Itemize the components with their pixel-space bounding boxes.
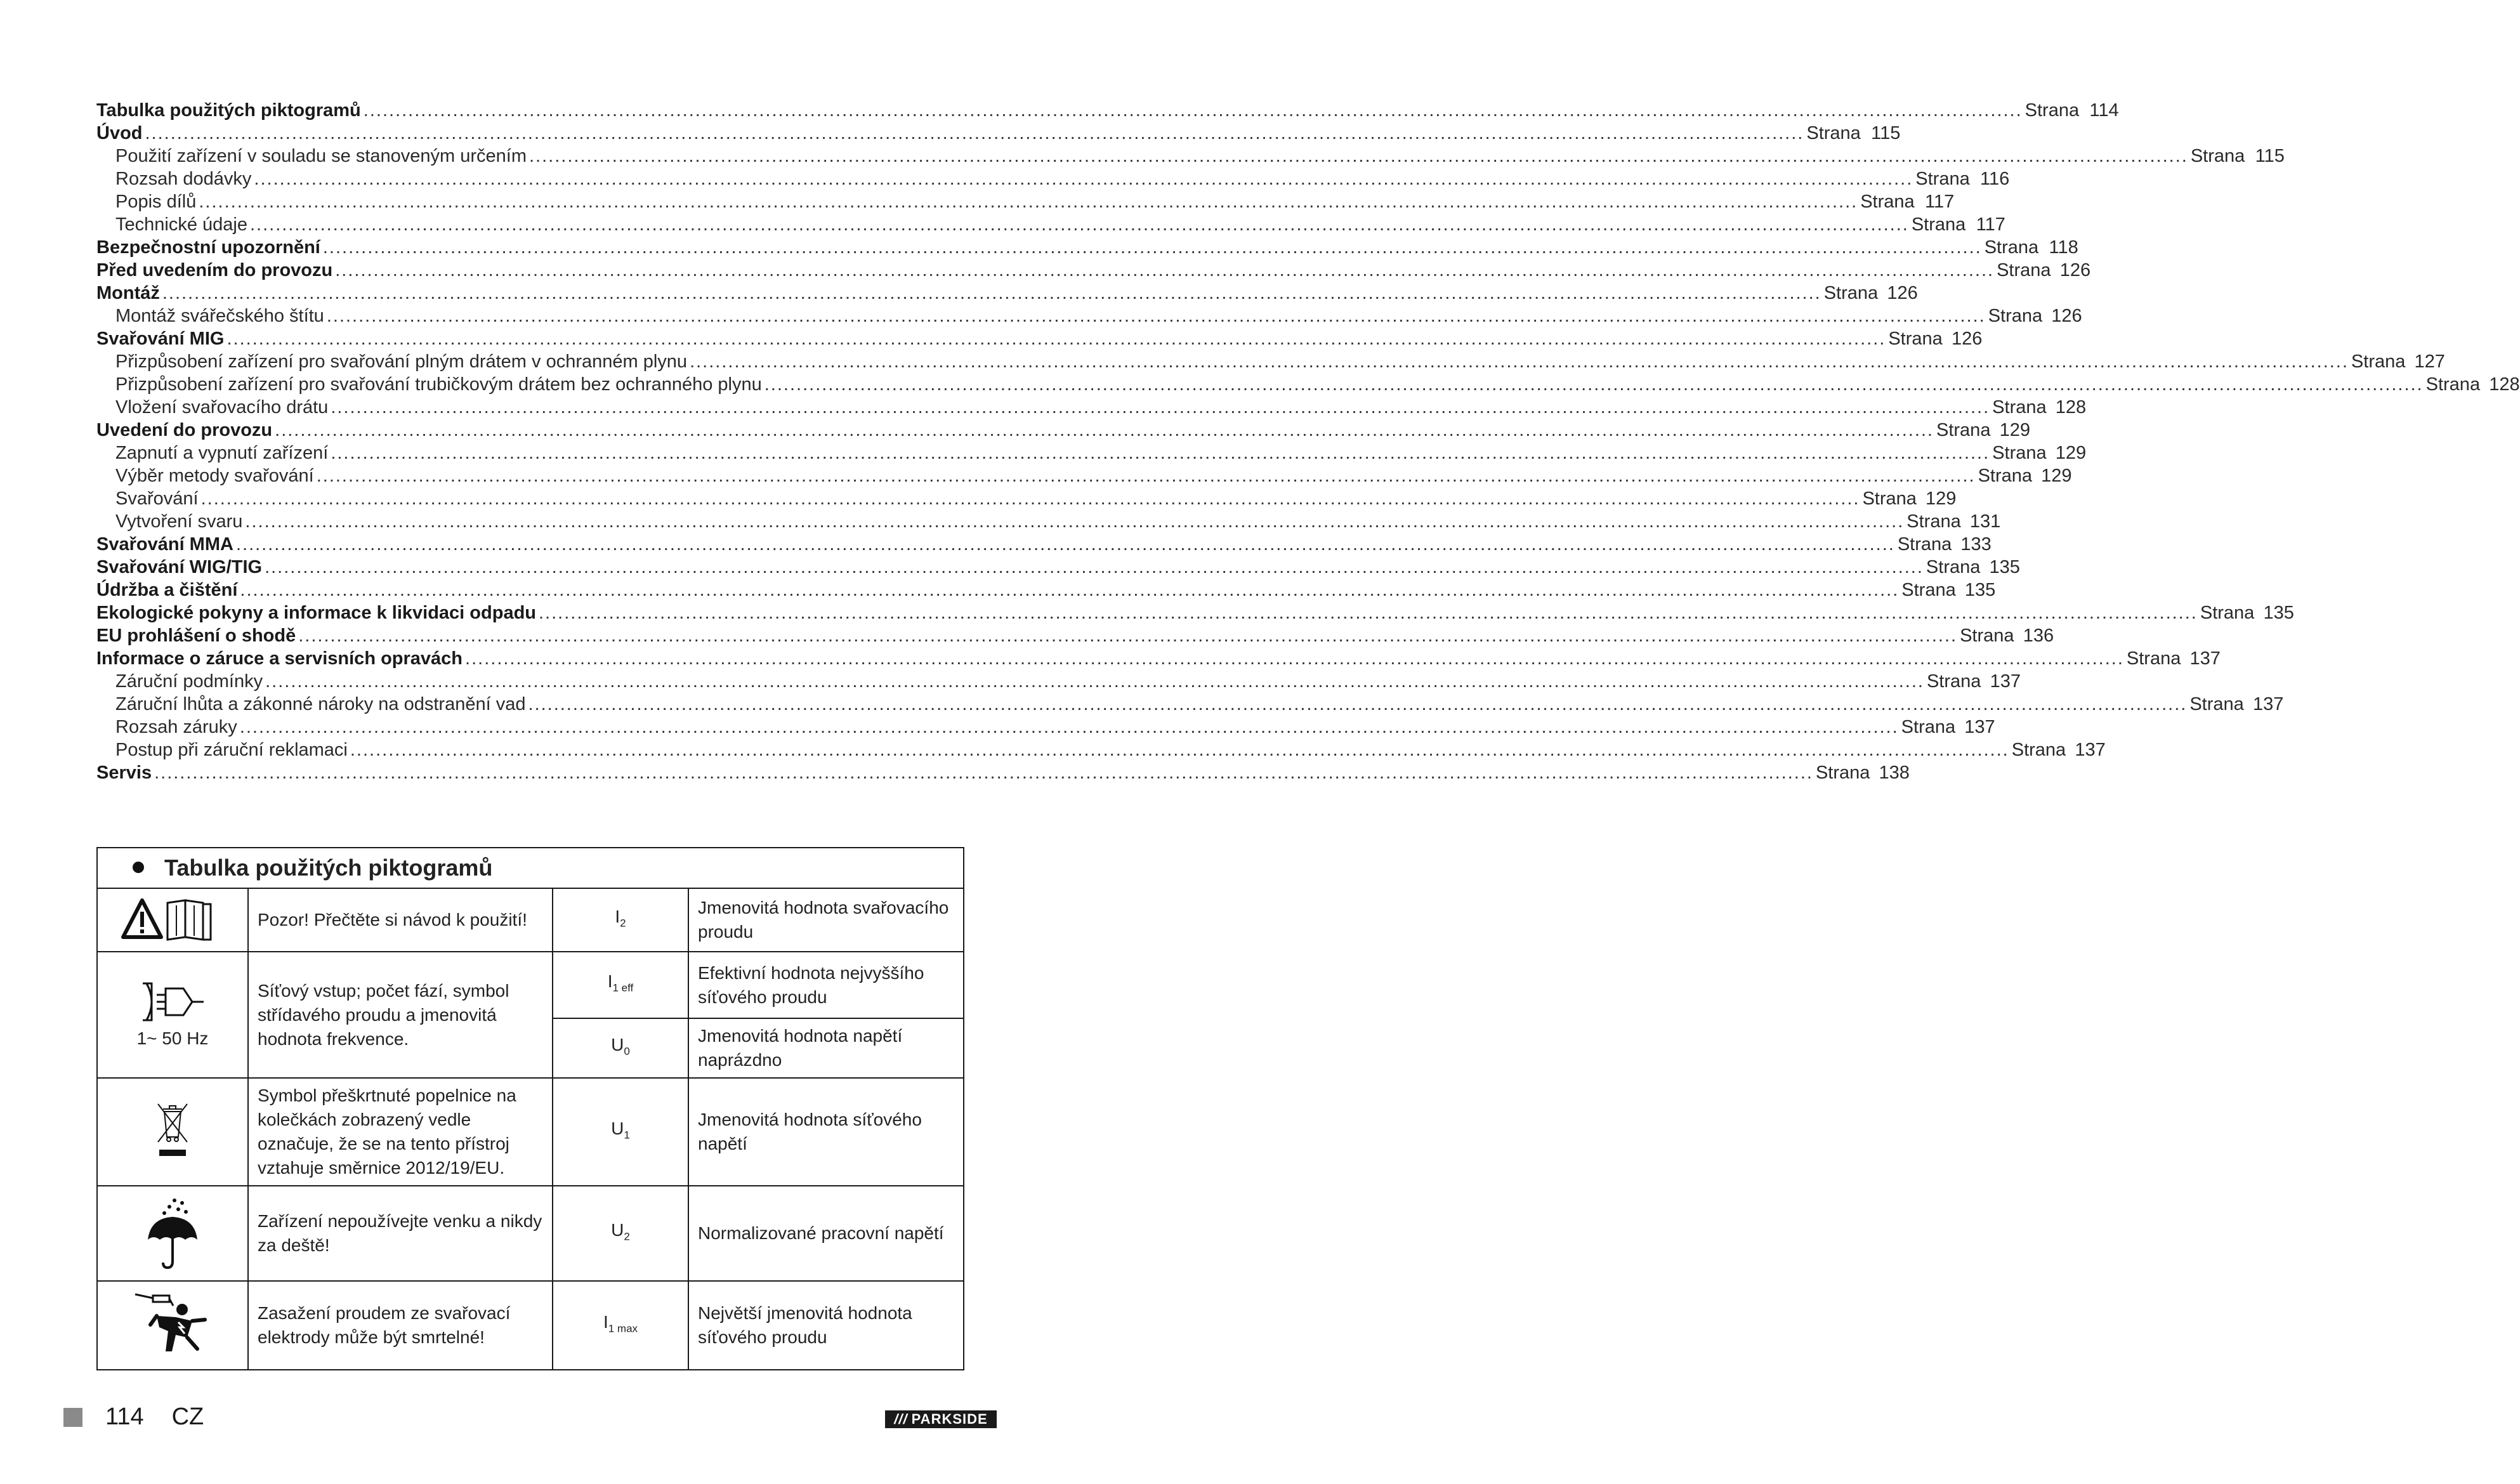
toc-entry: [96, 99, 2119, 122]
toc-entry: [96, 167, 2010, 190]
toc-leader-dots: ....................................................................................................................................................................................................................................................................: [275, 420, 1934, 440]
toc-strana-label: Strana: [1915, 169, 1970, 189]
toc-entry-title: Svařování WIG/TIG: [96, 557, 263, 577]
toc-page-number: 128: [2055, 397, 2087, 417]
toc-entry: [96, 122, 1901, 145]
toc-entry: [96, 739, 2106, 761]
symbol-meaning: Normalizované pracovní napětí: [688, 1186, 964, 1281]
electrical-symbol: $U_2$: [553, 1186, 688, 1281]
toc-leader-dots: ....................................................................................................................................................................................................................................................................: [322, 237, 1982, 258]
toc-entry-title: Údržba a čištění: [96, 580, 238, 600]
toc-leader-dots: ....................................................................................................................................................................................................................................................................: [331, 443, 1990, 463]
toc-strana-label: Strana: [1911, 214, 1966, 235]
toc-leader-dots: ....................................................................................................................................................................................................................................................................: [240, 580, 1900, 600]
toc-entry-title: Technické údaje: [115, 214, 247, 235]
toc-entry: [96, 305, 2082, 327]
toc-strana-label: Strana: [2190, 146, 2245, 166]
toc-entry: [96, 647, 2221, 670]
symbol-meaning: Největší jmenovitá hodnota síťového proudu: [688, 1281, 964, 1370]
toc-leader-dots: ....................................................................................................................................................................................................................................................................: [316, 466, 1976, 486]
toc-entry-title: Tabulka použitých piktogramů: [96, 100, 361, 121]
footer-marker: [63, 1408, 82, 1427]
toc-leader-dots: ....................................................................................................................................................................................................................................................................: [335, 260, 1995, 280]
toc-leader-dots: ....................................................................................................................................................................................................................................................................: [690, 351, 2349, 372]
toc-entry-title: Svařování: [115, 489, 199, 509]
toc-entry: [96, 624, 2054, 647]
toc-entry: [96, 442, 2087, 464]
toc-entry: [96, 601, 2294, 624]
toc-entry: [96, 464, 2072, 487]
toc-entry-title: Svařování MIG: [96, 329, 225, 349]
toc-entry-title: Ekologické pokyny a informace k likvidaci odpadu: [96, 603, 536, 623]
toc-leader-dots: ....................................................................................................................................................................................................................................................................: [145, 123, 1804, 143]
pictogram-table-title: Tabulka použitých piktogramů: [164, 855, 493, 881]
toc-page-number: 117: [1924, 192, 1955, 212]
electrical-symbol: $I_{1 eff}$: [553, 952, 688, 1018]
toc-leader-dots: ....................................................................................................................................................................................................................................................................: [331, 397, 1990, 417]
toc-entry-title: Svařování MMA: [96, 534, 233, 555]
table-of-contents: [96, 99, 2520, 784]
mains-plug-icon: [138, 980, 207, 1024]
toc-entry: [96, 761, 1910, 784]
toc-page-number: 126: [1951, 329, 1983, 349]
toc-entry: [96, 419, 2030, 442]
bullet-icon: [133, 862, 144, 873]
toc-entry: [96, 259, 2091, 282]
toc-entry-title: Postup při záruční reklamaci: [115, 740, 348, 760]
toc-leader-dots: ....................................................................................................................................................................................................................................................................: [528, 694, 2188, 714]
warning-manual-icon: [122, 898, 223, 942]
toc-page-number: 137: [2075, 740, 2106, 760]
toc-page-number: 128: [2489, 374, 2520, 395]
toc-page-number: 136: [2023, 626, 2054, 646]
toc-entry-title: Použití zařízení v souladu se stanoveným určením: [115, 146, 527, 166]
toc-leader-dots: ....................................................................................................................................................................................................................................................................: [265, 671, 1924, 692]
toc-page-number: 135: [1989, 557, 2020, 577]
toc-leader-dots: ....................................................................................................................................................................................................................................................................: [363, 100, 2023, 121]
electrical-symbol: $U_0$: [553, 1018, 688, 1078]
parkside-logo: /// PARKSIDE: [885, 1410, 997, 1428]
toc-page-number: 137: [1964, 717, 1995, 737]
toc-page-number: 127: [2414, 351, 2445, 372]
toc-entry-title: Před uvedením do provozu: [96, 260, 333, 280]
frequency-label: 1~ 50 Hz: [136, 1028, 209, 1048]
toc-entry-title: Vložení svařovacího drátu: [115, 397, 329, 417]
toc-page-number: 115: [1871, 123, 1901, 143]
toc-page-number: 115: [2255, 146, 2285, 166]
pictogram-description: Symbol přeškrtnuté popelnice na kolečkách zobrazený vedle označuje, že se na tento přístroj vztahuje směrnice 2012/19/EU.: [248, 1078, 553, 1186]
toc-page-number: 131: [1969, 511, 2001, 532]
toc-leader-dots: ....................................................................................................................................................................................................................................................................: [199, 192, 1858, 212]
toc-entry: [96, 213, 2005, 236]
toc-entry: [96, 510, 2001, 533]
crossed-bin-icon: [150, 1100, 195, 1164]
toc-entry-title: Rozsah záruky: [115, 717, 237, 737]
toc-leader-dots: ....................................................................................................................................................................................................................................................................: [764, 374, 2424, 395]
toc-entry-title: Přizpůsobení zařízení pro svařování plným drátem v ochranném plynu: [115, 351, 688, 372]
toc-leader-dots: ....................................................................................................................................................................................................................................................................: [265, 557, 1924, 577]
pictogram-description: Pozor! Přečtěte si návod k použití!: [248, 888, 553, 952]
toc-page-number: 126: [2059, 260, 2091, 280]
toc-leader-dots: ....................................................................................................................................................................................................................................................................: [235, 534, 1895, 555]
toc-leader-dots: ....................................................................................................................................................................................................................................................................: [154, 763, 1813, 783]
toc-leader-dots: ....................................................................................................................................................................................................................................................................: [254, 169, 1913, 189]
electrical-symbol: $I_{1 max}$: [553, 1281, 688, 1370]
toc-entry-title: Výběr metody svařování: [115, 466, 314, 486]
toc-strana-label: Strana: [1936, 420, 1991, 440]
toc-page-number: 129: [1999, 420, 2030, 440]
toc-entry-title: Záruční lhůta a zákonné nároky na odstranění vad: [115, 694, 526, 714]
toc-strana-label: Strana: [1901, 717, 1956, 737]
toc-entry-title: Montáž svářečského štítu: [115, 306, 324, 326]
pictogram-icon-cell: [97, 888, 248, 952]
toc-strana-label: Strana: [1806, 123, 1861, 143]
toc-entry: [96, 282, 1918, 305]
toc-page-number: 129: [2041, 466, 2072, 486]
symbol-meaning: Jmenovitá hodnota napětí naprázdno: [688, 1018, 964, 1078]
toc-strana-label: Strana: [1984, 237, 2039, 258]
toc-strana-label: Strana: [1815, 763, 1870, 783]
toc-entry-title: Uvedení do provozu: [96, 420, 273, 440]
toc-leader-dots: ....................................................................................................................................................................................................................................................................: [539, 603, 2198, 623]
toc-entry-title: Popis dílů: [115, 192, 197, 212]
toc-entry: [96, 327, 1983, 350]
toc-page-number: 135: [2263, 603, 2294, 623]
toc-page-number: 137: [1990, 671, 2021, 692]
toc-entry: [96, 556, 2020, 579]
toc-strana-label: Strana: [1926, 557, 1981, 577]
toc-strana-label: Strana: [2351, 351, 2406, 372]
toc-entry-title: EU prohlášení o shodě: [96, 626, 296, 646]
toc-entry: [96, 716, 1995, 739]
toc-page-number: 133: [1960, 534, 1992, 555]
toc-page-number: 138: [1879, 763, 1910, 783]
toc-leader-dots: ....................................................................................................................................................................................................................................................................: [249, 214, 1909, 235]
pictogram-icon-cell: [97, 1078, 248, 1186]
toc-strana-label: Strana: [2011, 740, 2066, 760]
electrical-symbol: $U_1$: [553, 1078, 688, 1186]
toc-strana-label: Strana: [2126, 648, 2181, 669]
toc-entry-title: Zapnutí a vypnutí zařízení: [115, 443, 329, 463]
toc-page-number: 135: [1964, 580, 1996, 600]
toc-leader-dots: ....................................................................................................................................................................................................................................................................: [350, 740, 2009, 760]
symbol-meaning: Jmenovitá hodnota svařovacího proudu: [688, 888, 964, 952]
toc-entry: [96, 487, 1957, 510]
toc-entry-title: Vytvoření svaru: [115, 511, 243, 532]
toc-strana-label: Strana: [2189, 694, 2244, 714]
electrical-symbol: $I_2$: [553, 888, 688, 952]
toc-entry: [96, 670, 2021, 693]
toc-entry-title: Bezpečnostní upozornění: [96, 237, 320, 258]
toc-strana-label: Strana: [1992, 397, 2047, 417]
toc-strana-label: Strana: [1860, 192, 1915, 212]
toc-strana-label: Strana: [2425, 374, 2481, 395]
pictogram-description: Zařízení nepoužívejte venku a nikdy za deště!: [248, 1186, 553, 1281]
pictogram-description: Síťový vstup; počet fází, symbol střídavého proudu a jmenovitá hodnota frekvence.: [248, 952, 553, 1078]
pictogram-icon-cell: [97, 952, 248, 1078]
toc-page-number: 114: [2089, 100, 2119, 121]
toc-strana-label: Strana: [1992, 443, 2047, 463]
toc-leader-dots: ....................................................................................................................................................................................................................................................................: [528, 146, 2188, 166]
toc-strana-label: Strana: [1897, 534, 1952, 555]
toc-entry-title: Montáž: [96, 283, 160, 303]
toc-entry: [96, 579, 1996, 601]
toc-strana-label: Strana: [1926, 671, 1981, 692]
pictogram-table: [96, 847, 964, 1370]
toc-strana-label: Strana: [1997, 260, 2051, 280]
toc-entry: [96, 533, 1992, 556]
toc-page-number: 137: [2252, 694, 2284, 714]
toc-leader-dots: ....................................................................................................................................................................................................................................................................: [200, 489, 1860, 509]
umbrella-rain-icon: [144, 1195, 201, 1271]
toc-strana-label: Strana: [1901, 580, 1956, 600]
toc-leader-dots: ....................................................................................................................................................................................................................................................................: [162, 283, 1821, 303]
electric-shock-icon: [131, 1290, 214, 1360]
toc-entry: [96, 236, 2078, 259]
toc-page-number: 126: [2051, 306, 2082, 326]
toc-entry-title: Úvod: [96, 123, 143, 143]
toc-strana-label: Strana: [1823, 283, 1879, 303]
toc-leader-dots: ....................................................................................................................................................................................................................................................................: [326, 306, 1986, 326]
toc-entry-title: Servis: [96, 763, 152, 783]
toc-page-number: 129: [1926, 489, 1957, 509]
toc-entry: [96, 350, 2445, 373]
toc-strana-label: Strana: [1978, 466, 2033, 486]
toc-page-number: 137: [2189, 648, 2221, 669]
toc-entry-title: Přizpůsobení zařízení pro svařování trubičkovým drátem bez ochranného plynu: [115, 374, 762, 395]
toc-strana-label: Strana: [1960, 626, 2014, 646]
page-footer: [63, 1403, 204, 1431]
toc-strana-label: Strana: [2025, 100, 2080, 121]
toc-entry: [96, 396, 2087, 419]
toc-entry: [96, 145, 2285, 167]
toc-page-number: 126: [1887, 283, 1918, 303]
toc-leader-dots: ....................................................................................................................................................................................................................................................................: [226, 329, 1886, 349]
toc-entry: [96, 190, 1955, 213]
page-number: 114: [105, 1403, 144, 1430]
toc-page-number: 117: [1976, 214, 2005, 235]
symbol-meaning: Efektivní hodnota nejvyššího síťového proudu: [688, 952, 964, 1018]
toc-page-number: 116: [1980, 169, 2010, 189]
language-code: CZ: [171, 1403, 204, 1430]
toc-leader-dots: ....................................................................................................................................................................................................................................................................: [239, 717, 1899, 737]
symbol-meaning: Jmenovitá hodnota síťového napětí: [688, 1078, 964, 1186]
pictogram-icon-cell: [97, 1186, 248, 1281]
toc-strana-label: Strana: [1862, 489, 1917, 509]
toc-entry-title: Rozsah dodávky: [115, 169, 252, 189]
pictogram-description: Zasažení proudem ze svařovací elektrody může být smrtelné!: [248, 1281, 553, 1370]
toc-entry: [96, 373, 2520, 396]
toc-strana-label: Strana: [1888, 329, 1943, 349]
toc-entry-title: Informace o záruce a servisních opravách: [96, 648, 463, 669]
toc-leader-dots: ....................................................................................................................................................................................................................................................................: [245, 511, 1905, 532]
pictogram-table-header: [97, 848, 964, 888]
toc-entry-title: Záruční podmínky: [115, 671, 263, 692]
toc-strana-label: Strana: [1906, 511, 1961, 532]
toc-strana-label: Strana: [2200, 603, 2255, 623]
toc-page-number: 118: [2049, 237, 2078, 258]
toc-entry: [96, 693, 2284, 716]
toc-page-number: 129: [2055, 443, 2087, 463]
toc-strana-label: Strana: [1988, 306, 2043, 326]
toc-leader-dots: ....................................................................................................................................................................................................................................................................: [465, 648, 2124, 669]
pictogram-icon-cell: [97, 1281, 248, 1370]
toc-leader-dots: ....................................................................................................................................................................................................................................................................: [298, 626, 1958, 646]
